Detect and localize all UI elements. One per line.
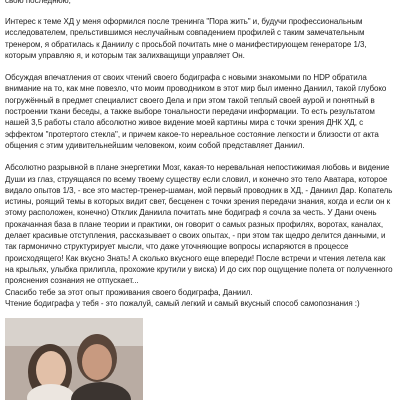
paragraph-impressions: Обсуждая впечатления от своих чтений своего бодиграфа с новыми знакомыми по HDP обратила внимание на то, как мне повезло, что моим проводником в этот мир был именно Даниил, такой глубоко погружённый в предмет специалист своего Дела и при этом такой теплый своей аурой и понятный в построении ткани беседы, а также выборе тональности передачи информации. То есть результатом нашей 3,5 работы стало абсолютно живое видение моей картины мира с точки зрения ДНК ХД, с эффектом "протертого стекла", и причем какое-то нереальное состояние легкости и близости от акта общения с этим удивительнейшим человеком, коим собой представляет Даниил. <box>5 73 387 150</box>
author-photo <box>5 318 143 400</box>
previous-text-fragment: свою последнюю, <box>5 0 71 5</box>
paragraph-about-daniil: Абсолютно разрывной в плане энергетики Мозг, какая-то неревальная непостижимая любовь и видение Души из глаз, струящаяся по всему твоему существу если словил, и конечно это тело Аватара, которое видало опытов 1/3, - все это мастер-тренер-шаман, мой первый проводник в ХД, - Даниил Дар. Копатель истины, роящий темы в которых видит свет, бесценен с точки зрения передачи знания, когда и если он к этому расположен, конечно) Отклик Даниила почитать мне бодиграф я сочла за честь. У Дани очень прокачанная база в плане теории и практики, он говорит о самых разных профилях, воротах, каналах, делает красивые отступления, рассказывает о своих опытах, - при этом так щедро делится данными, и так гармонично структурирует мысли, что даже уточняющие вопросы испаряются в процессе происходящего! Как вкусно Знать! А сколько вкусного еще впереди! После встречи и чтения летела как на крыльях, улыбка прилипла, прохожие крутили у виска) И до сих пор ощущение полета от полученного прояснения сознания не отпускает... <box>5 163 393 286</box>
photo-illustration <box>5 318 143 400</box>
review-text <box>5 16 394 331</box>
paragraph-thanks: Спасибо тебе за этот опыт проживания своего бодиграфа, Даниил. <box>5 287 253 297</box>
paragraph-closing: Чтение бодиграфа у тебя - это пожалуй, самый легкий и самый вкусный способ самопознания :) <box>5 298 360 308</box>
paragraph-intro: Интерес к теме ХД у меня оформился после тренинга "Пора жить" и, будучи профессиональным исследователем, прельстившимся неслучайным совпадением профилей с таким замечательным тренером, я обратилась к Даниилу с просьбой почитать мне о манифестирующем генераторе 1/3, которым управляю я, и которым так залихващищи управляет Он. <box>5 17 367 60</box>
